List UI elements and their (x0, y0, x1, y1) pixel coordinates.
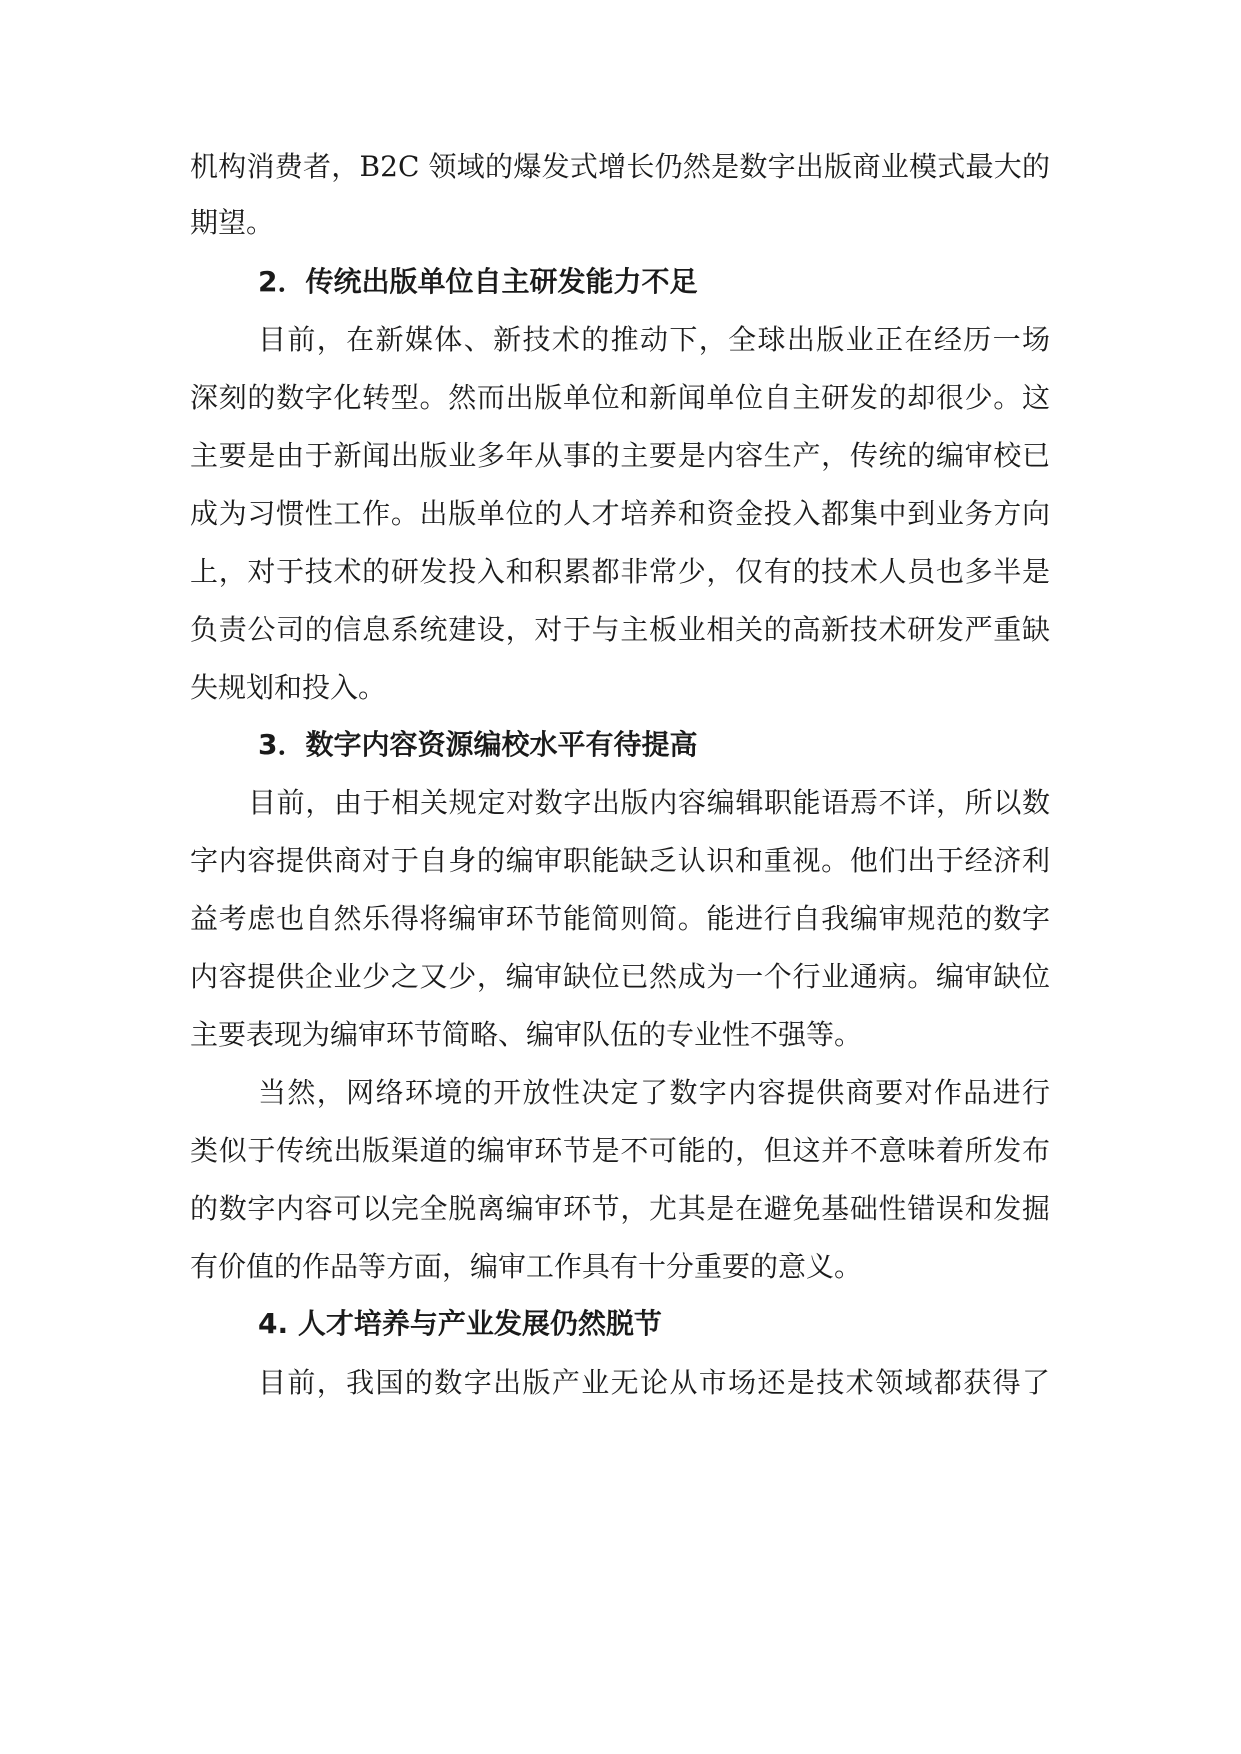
paragraph-line: 期望。 (190, 206, 275, 239)
paragraph-line: 当然，网络环境的开放性决定了数字内容提供商要对作品进行 (258, 1076, 1050, 1109)
paragraph-line: 负责公司的信息系统建设，对于与主板业相关的高新技术研发严重缺 (190, 613, 1050, 646)
paragraph-line: 成为习惯性工作。出版单位的人才培养和资金投入都集中到业务方向 (190, 497, 1050, 530)
section-heading-2: 2．传统出版单位自主研发能力不足 (258, 265, 698, 298)
paragraph-line: 失规划和投入。 (190, 671, 387, 704)
paragraph-line: 益考虑也自然乐得将编审环节能简则简。能进行自我编审规范的数字 (190, 902, 1050, 935)
paragraph-line: 上，对于技术的研发投入和积累都非常少，仅有的技术人员也多半是 (190, 555, 1050, 588)
section-heading-4: 4. 人才培养与产业发展仍然脱节 (258, 1307, 662, 1340)
paragraph-line: 目前，我国的数字出版产业无论从市场还是技术领域都获得了 (258, 1366, 1050, 1399)
paragraph-line: 目前，在新媒体、新技术的推动下，全球出版业正在经历一场 (258, 323, 1050, 356)
paragraph-line: 的数字内容可以完全脱离编审环节，尤其是在避免基础性错误和发掘 (190, 1192, 1050, 1225)
paragraph-line: 主要是由于新闻出版业多年从事的主要是内容生产，传统的编审校已 (190, 439, 1050, 472)
paragraph-line: 内容提供企业少之又少，编审缺位已然成为一个行业通病。编审缺位 (190, 960, 1050, 993)
section-heading-3: 3．数字内容资源编校水平有待提高 (258, 728, 698, 761)
paragraph-line: 有价值的作品等方面，编审工作具有十分重要的意义。 (190, 1250, 863, 1283)
paragraph-line: 类似于传统出版渠道的编审环节是不可能的，但这并不意味着所发布 (190, 1134, 1050, 1167)
paragraph-line: 深刻的数字化转型。然而出版单位和新闻单位自主研发的却很少。这 (190, 381, 1050, 414)
paragraph-line: 目前，由于相关规定对数字出版内容编辑职能语焉不详，所以数 (248, 786, 1050, 819)
paragraph-line: 主要表现为编审环节简略、编审队伍的专业性不强等。 (190, 1018, 863, 1051)
paragraph-line: 字内容提供商对于自身的编审职能缺乏认识和重视。他们出于经济利 (190, 844, 1050, 877)
paragraph-line: 机构消费者，B2C 领域的爆发式增长仍然是数字出版商业模式最大的 (190, 150, 1050, 183)
